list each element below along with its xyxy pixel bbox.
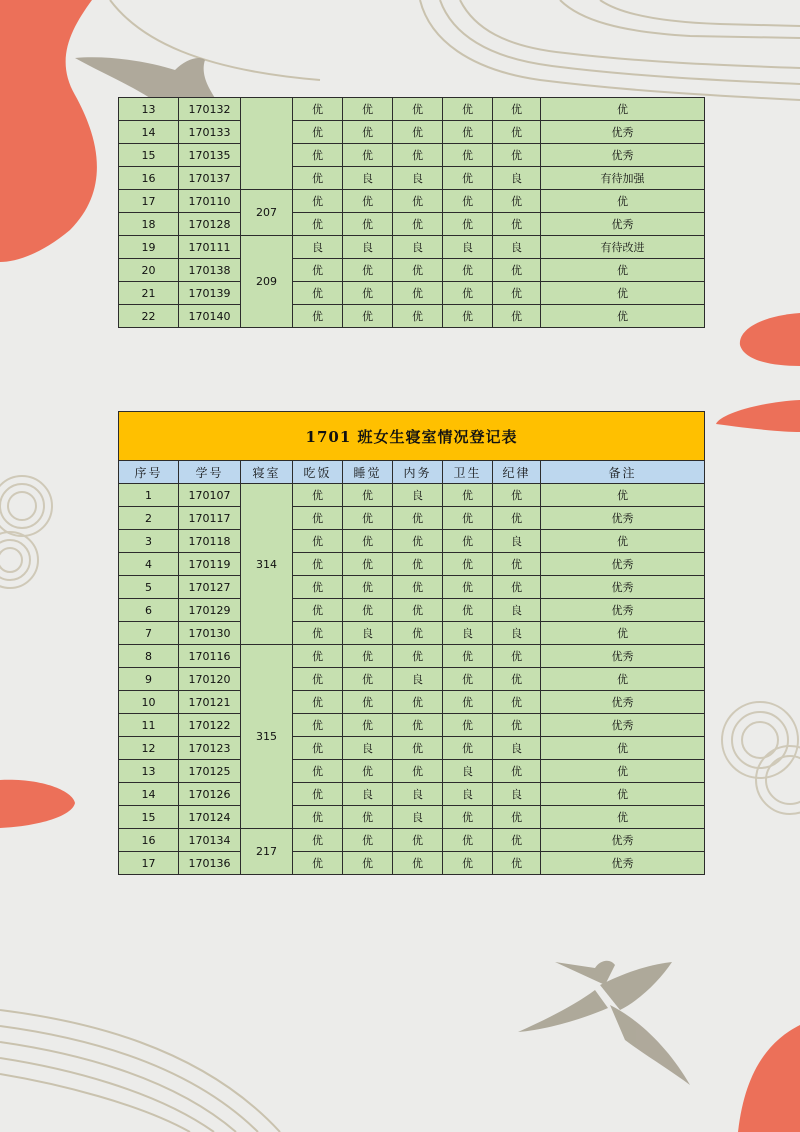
cell-eating: 优 (293, 806, 343, 829)
cell-housekeeping: 优 (393, 507, 443, 530)
cell-sleeping: 优 (343, 507, 393, 530)
cell-hygiene: 优 (443, 576, 493, 599)
cell-student-id: 170126 (179, 783, 241, 806)
table-row (119, 553, 705, 576)
cell-no: 18 (119, 213, 179, 236)
cell-student-id: 170130 (179, 622, 241, 645)
cell-student-id: 170111 (179, 236, 241, 259)
cell-no: 1 (119, 484, 179, 507)
cell-remark: 优秀 (541, 507, 705, 530)
cell-remark: 优秀 (541, 599, 705, 622)
cell-remark: 优秀 (541, 829, 705, 852)
table-row (119, 737, 705, 760)
cell-housekeeping: 优 (393, 98, 443, 121)
table-row (119, 806, 705, 829)
cell-housekeeping: 优 (393, 599, 443, 622)
table-row (119, 167, 705, 190)
cell-hygiene: 优 (443, 668, 493, 691)
cell-discipline: 优 (493, 213, 541, 236)
cell-discipline: 优 (493, 507, 541, 530)
cell-eating: 优 (293, 783, 343, 806)
cell-remark: 优 (541, 668, 705, 691)
cell-eating: 优 (293, 622, 343, 645)
cell-housekeeping: 优 (393, 576, 443, 599)
cell-discipline: 优 (493, 806, 541, 829)
cell-eating: 优 (293, 553, 343, 576)
cell-sleeping: 优 (343, 668, 393, 691)
cell-housekeeping: 优 (393, 305, 443, 328)
cell-sleeping: 优 (343, 121, 393, 144)
cell-remark: 优秀 (541, 121, 705, 144)
table-row (119, 783, 705, 806)
cell-no: 14 (119, 783, 179, 806)
header-sleeping: 睡觉 (343, 461, 393, 484)
cell-no: 2 (119, 507, 179, 530)
cell-hygiene: 优 (443, 121, 493, 144)
cell-discipline: 优 (493, 760, 541, 783)
cell-hygiene: 良 (443, 760, 493, 783)
cell-no: 20 (119, 259, 179, 282)
cell-discipline: 优 (493, 282, 541, 305)
cell-no: 11 (119, 714, 179, 737)
coral-blob-top-left (0, 0, 97, 262)
cell-housekeeping: 优 (393, 714, 443, 737)
cell-student-id: 170121 (179, 691, 241, 714)
cell-eating: 优 (293, 259, 343, 282)
cell-eating: 优 (293, 760, 343, 783)
table-row (119, 576, 705, 599)
table-row (119, 144, 705, 167)
cell-housekeeping: 良 (393, 484, 443, 507)
dorm-registration-table-body (119, 484, 705, 875)
cell-student-id: 170127 (179, 576, 241, 599)
cell-discipline: 良 (493, 236, 541, 259)
cell-no: 13 (119, 98, 179, 121)
cell-housekeeping: 优 (393, 144, 443, 167)
cell-hygiene: 优 (443, 852, 493, 875)
cell-no: 9 (119, 668, 179, 691)
cell-remark: 优 (541, 622, 705, 645)
cell-housekeeping: 优 (393, 121, 443, 144)
cell-discipline: 优 (493, 305, 541, 328)
cell-hygiene: 优 (443, 484, 493, 507)
header-remark: 备注 (541, 461, 705, 484)
cell-student-id: 170138 (179, 259, 241, 282)
dorm-table-continued-body (119, 98, 705, 328)
cell-sleeping: 优 (343, 829, 393, 852)
cell-sleeping: 优 (343, 599, 393, 622)
cell-student-id: 170123 (179, 737, 241, 760)
cell-remark: 优秀 (541, 553, 705, 576)
cell-room: 209 (241, 236, 293, 328)
cell-discipline: 良 (493, 599, 541, 622)
cell-room (241, 98, 293, 190)
cell-remark: 优秀 (541, 645, 705, 668)
cell-no: 7 (119, 622, 179, 645)
cell-housekeeping: 良 (393, 167, 443, 190)
table-row (119, 213, 705, 236)
cell-housekeeping: 优 (393, 852, 443, 875)
cell-sleeping: 优 (343, 576, 393, 599)
cell-no: 4 (119, 553, 179, 576)
cell-hygiene: 良 (443, 622, 493, 645)
cell-eating: 优 (293, 576, 343, 599)
table-row (119, 305, 705, 328)
cell-housekeeping: 良 (393, 236, 443, 259)
cell-no: 12 (119, 737, 179, 760)
header-hygiene: 卫生 (443, 461, 493, 484)
cell-sleeping: 优 (343, 530, 393, 553)
fan-motif-right (722, 702, 800, 814)
header-student-id: 学号 (179, 461, 241, 484)
cell-remark: 优 (541, 806, 705, 829)
table-row (119, 829, 705, 852)
table-row (119, 190, 705, 213)
cell-sleeping: 良 (343, 783, 393, 806)
cell-hygiene: 优 (443, 144, 493, 167)
header-discipline: 纪律 (493, 461, 541, 484)
cell-eating: 优 (293, 98, 343, 121)
cell-no: 16 (119, 167, 179, 190)
cell-eating: 优 (293, 829, 343, 852)
cell-student-id: 170134 (179, 829, 241, 852)
cell-room: 314 (241, 484, 293, 645)
cell-no: 17 (119, 852, 179, 875)
cell-eating: 优 (293, 691, 343, 714)
cell-student-id: 170117 (179, 507, 241, 530)
cell-eating: 优 (293, 190, 343, 213)
cell-no: 17 (119, 190, 179, 213)
cell-student-id: 170107 (179, 484, 241, 507)
cell-eating: 优 (293, 737, 343, 760)
cell-remark: 优秀 (541, 144, 705, 167)
cell-remark: 优 (541, 530, 705, 553)
cell-discipline: 良 (493, 783, 541, 806)
cell-discipline: 优 (493, 691, 541, 714)
cell-sleeping: 优 (343, 852, 393, 875)
cell-hygiene: 良 (443, 236, 493, 259)
cell-remark: 优秀 (541, 213, 705, 236)
cell-sleeping: 优 (343, 98, 393, 121)
cell-discipline: 优 (493, 553, 541, 576)
cell-remark: 有待改进 (541, 236, 705, 259)
cell-no: 3 (119, 530, 179, 553)
table-row (119, 622, 705, 645)
cell-student-id: 170124 (179, 806, 241, 829)
table-row (119, 645, 705, 668)
cell-hygiene: 优 (443, 599, 493, 622)
cell-discipline: 优 (493, 576, 541, 599)
cell-student-id: 170135 (179, 144, 241, 167)
cell-sleeping: 优 (343, 282, 393, 305)
cell-housekeeping: 优 (393, 553, 443, 576)
cell-hygiene: 优 (443, 305, 493, 328)
cell-student-id: 170140 (179, 305, 241, 328)
cell-discipline: 优 (493, 852, 541, 875)
cell-student-id: 170118 (179, 530, 241, 553)
cell-eating: 优 (293, 852, 343, 875)
cell-no: 6 (119, 599, 179, 622)
cell-no: 22 (119, 305, 179, 328)
cell-sleeping: 优 (343, 484, 393, 507)
cell-student-id: 170116 (179, 645, 241, 668)
cell-hygiene: 优 (443, 714, 493, 737)
cell-remark: 优 (541, 760, 705, 783)
cell-hygiene: 优 (443, 282, 493, 305)
cell-hygiene: 良 (443, 783, 493, 806)
cell-remark: 优 (541, 190, 705, 213)
cell-discipline: 优 (493, 668, 541, 691)
dorm-registration-table (118, 411, 705, 875)
dorm-table-continued (118, 97, 705, 328)
cell-housekeeping: 优 (393, 760, 443, 783)
cell-remark: 优 (541, 282, 705, 305)
table-row (119, 236, 705, 259)
cell-hygiene: 优 (443, 98, 493, 121)
cell-remark: 优 (541, 305, 705, 328)
cell-sleeping: 良 (343, 737, 393, 760)
cell-no: 10 (119, 691, 179, 714)
cell-eating: 优 (293, 121, 343, 144)
cell-remark: 优秀 (541, 691, 705, 714)
cell-hygiene: 优 (443, 829, 493, 852)
cell-housekeeping: 优 (393, 691, 443, 714)
wave-lines-top-right (110, 0, 800, 100)
table-row (119, 760, 705, 783)
cell-eating: 优 (293, 167, 343, 190)
cell-student-id: 170128 (179, 213, 241, 236)
cell-remark: 优 (541, 783, 705, 806)
header-no: 序号 (119, 461, 179, 484)
cell-student-id: 170136 (179, 852, 241, 875)
cell-eating: 优 (293, 530, 343, 553)
cell-remark: 有待加强 (541, 167, 705, 190)
cell-eating: 优 (293, 305, 343, 328)
cell-eating: 优 (293, 484, 343, 507)
cell-sleeping: 优 (343, 806, 393, 829)
cell-remark: 优秀 (541, 852, 705, 875)
cell-housekeeping: 优 (393, 645, 443, 668)
table-row (119, 484, 705, 507)
cell-remark: 优 (541, 484, 705, 507)
cell-hygiene: 优 (443, 190, 493, 213)
cell-room: 207 (241, 190, 293, 236)
cell-sleeping: 优 (343, 190, 393, 213)
cell-hygiene: 优 (443, 553, 493, 576)
cell-no: 8 (119, 645, 179, 668)
coral-blob-left-lower (0, 780, 75, 828)
cell-eating: 优 (293, 668, 343, 691)
cell-student-id: 170129 (179, 599, 241, 622)
cell-sleeping: 良 (343, 236, 393, 259)
cell-sleeping: 良 (343, 622, 393, 645)
table-header-row (119, 461, 705, 484)
cell-no: 5 (119, 576, 179, 599)
cell-sleeping: 优 (343, 714, 393, 737)
table-row (119, 530, 705, 553)
cell-remark: 优 (541, 98, 705, 121)
bird-bottom (518, 961, 690, 1085)
cell-eating: 优 (293, 507, 343, 530)
cell-housekeeping: 优 (393, 530, 443, 553)
cell-discipline: 优 (493, 144, 541, 167)
cell-remark: 优 (541, 259, 705, 282)
cell-eating: 优 (293, 213, 343, 236)
cell-hygiene: 优 (443, 507, 493, 530)
cell-hygiene: 优 (443, 806, 493, 829)
table-title: 1701 班女生寝室情况登记表 (119, 412, 705, 461)
cell-student-id: 170133 (179, 121, 241, 144)
cell-student-id: 170122 (179, 714, 241, 737)
table-row (119, 507, 705, 530)
cell-student-id: 170125 (179, 760, 241, 783)
wave-lines-bottom-left (0, 1010, 280, 1132)
cell-housekeeping: 优 (393, 622, 443, 645)
cell-eating: 优 (293, 714, 343, 737)
cell-housekeeping: 良 (393, 668, 443, 691)
cell-sleeping: 优 (343, 259, 393, 282)
cell-discipline: 优 (493, 484, 541, 507)
cell-eating: 优 (293, 282, 343, 305)
cell-hygiene: 优 (443, 530, 493, 553)
header-eating: 吃饭 (293, 461, 343, 484)
cell-eating: 优 (293, 645, 343, 668)
cell-housekeeping: 优 (393, 282, 443, 305)
table-row (119, 282, 705, 305)
cell-student-id: 170120 (179, 668, 241, 691)
cell-no: 19 (119, 236, 179, 259)
cell-student-id: 170132 (179, 98, 241, 121)
table-row (119, 259, 705, 282)
fan-motif-left (0, 476, 52, 588)
cell-sleeping: 良 (343, 167, 393, 190)
cell-student-id: 170137 (179, 167, 241, 190)
cell-hygiene: 优 (443, 645, 493, 668)
cell-remark: 优秀 (541, 576, 705, 599)
cell-student-id: 170119 (179, 553, 241, 576)
cell-room: 217 (241, 829, 293, 875)
cell-sleeping: 优 (343, 305, 393, 328)
cell-housekeeping: 良 (393, 806, 443, 829)
cell-sleeping: 优 (343, 144, 393, 167)
bird-top-wing (75, 57, 215, 98)
table-row (119, 121, 705, 144)
cell-discipline: 优 (493, 714, 541, 737)
cell-discipline: 优 (493, 259, 541, 282)
table-row (119, 98, 705, 121)
cell-housekeeping: 优 (393, 829, 443, 852)
cell-discipline: 优 (493, 121, 541, 144)
cell-discipline: 优 (493, 645, 541, 668)
cell-discipline: 优 (493, 98, 541, 121)
cell-no: 15 (119, 806, 179, 829)
table-row (119, 691, 705, 714)
cell-housekeeping: 良 (393, 783, 443, 806)
cell-discipline: 良 (493, 622, 541, 645)
header-room: 寝室 (241, 461, 293, 484)
table-row (119, 599, 705, 622)
cell-no: 16 (119, 829, 179, 852)
cell-sleeping: 优 (343, 691, 393, 714)
coral-blob-bottom-right (738, 1025, 800, 1132)
header-housekeeping: 内务 (393, 461, 443, 484)
cell-discipline: 良 (493, 167, 541, 190)
coral-blob-right-middle (716, 400, 800, 432)
cell-housekeeping: 优 (393, 213, 443, 236)
cell-housekeeping: 优 (393, 259, 443, 282)
table-row (119, 714, 705, 737)
cell-hygiene: 优 (443, 691, 493, 714)
cell-housekeeping: 优 (393, 190, 443, 213)
table-row (119, 852, 705, 875)
cell-room: 315 (241, 645, 293, 829)
cell-discipline: 优 (493, 190, 541, 213)
cell-eating: 优 (293, 599, 343, 622)
cell-hygiene: 优 (443, 737, 493, 760)
cell-eating: 良 (293, 236, 343, 259)
cell-housekeeping: 优 (393, 737, 443, 760)
cell-sleeping: 优 (343, 645, 393, 668)
cell-eating: 优 (293, 144, 343, 167)
coral-blob-right-upper (740, 313, 800, 366)
cell-discipline: 优 (493, 829, 541, 852)
cell-sleeping: 优 (343, 760, 393, 783)
cell-no: 15 (119, 144, 179, 167)
cell-no: 21 (119, 282, 179, 305)
cell-no: 14 (119, 121, 179, 144)
cell-remark: 优秀 (541, 714, 705, 737)
cell-remark: 优 (541, 737, 705, 760)
cell-discipline: 良 (493, 737, 541, 760)
cell-discipline: 良 (493, 530, 541, 553)
cell-student-id: 170110 (179, 190, 241, 213)
cell-student-id: 170139 (179, 282, 241, 305)
table-row (119, 668, 705, 691)
cell-no: 13 (119, 760, 179, 783)
cell-sleeping: 优 (343, 553, 393, 576)
cell-hygiene: 优 (443, 167, 493, 190)
cell-hygiene: 优 (443, 259, 493, 282)
cell-hygiene: 优 (443, 213, 493, 236)
cell-sleeping: 优 (343, 213, 393, 236)
